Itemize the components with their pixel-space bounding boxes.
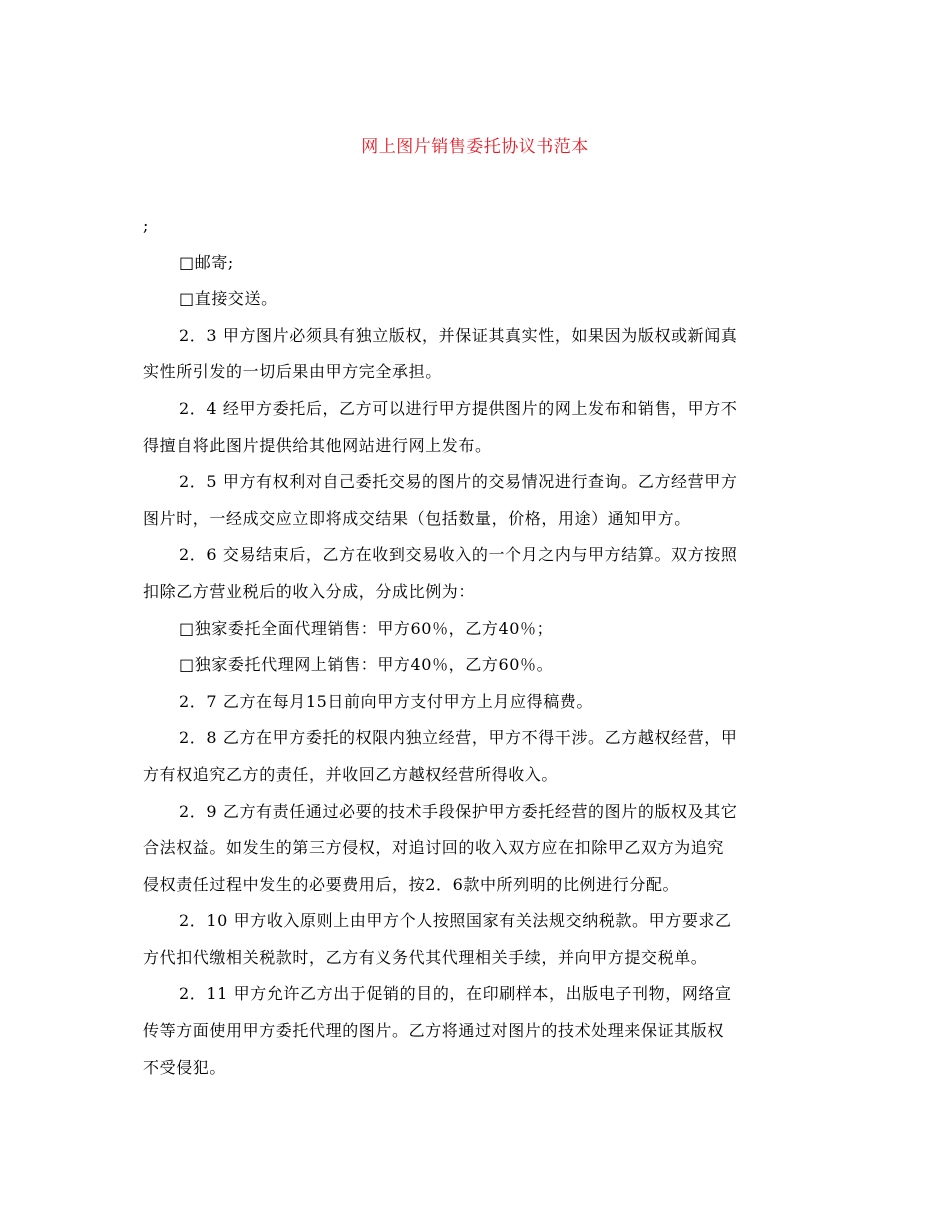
body-line: 方代扣代缴相关税款时，乙方有义务代其代理相关手续，并向甲方提交税单。	[143, 947, 708, 967]
body-line: 扣除乙方营业税后的收入分成，分成比例为：	[143, 581, 476, 601]
body-line: 2．5 甲方有权利对自己委托交易的图片的交易情况进行查询。乙方经营甲方	[179, 472, 738, 492]
body-line: 合法权益。如发生的第三方侵权，对追讨回的收入双方应在扣除甲乙双方为追究	[143, 838, 725, 858]
body-line: 2．7 乙方在每月15日前向甲方支付甲方上月应得稿费。	[179, 691, 594, 711]
body-line: 2．10 甲方收入原则上由甲方个人按照国家有关法规交纳税款。甲方要求乙	[179, 911, 732, 931]
body-line: 不受侵犯。	[143, 1057, 227, 1077]
body-line: 传等方面使用甲方委托代理的图片。乙方将通过对图片的技术处理来保证其版权	[143, 1021, 725, 1041]
body-line: □独家委托代理网上销售：甲方40％，乙方60％。	[179, 655, 554, 675]
body-line: 2．4 经甲方委托后，乙方可以进行甲方提供图片的网上发布和销售，甲方不	[179, 398, 738, 418]
body-line: 2．3 甲方图片必须具有独立版权，并保证其真实性，如果因为版权或新闻真	[179, 325, 738, 345]
document-body	[143, 208, 807, 1086]
body-line: 实性所引发的一切后果由甲方完全承担。	[143, 362, 442, 382]
body-line: ;	[143, 216, 149, 235]
body-line: 2．9 乙方有责任通过必要的技术手段保护甲方委托经营的图片的版权及其它	[179, 801, 738, 821]
body-line: 侵权责任过程中发生的必要费用后，按2．6款中所列明的比例进行分配。	[143, 874, 680, 894]
body-line: 2．8 乙方在甲方委托的权限内独立经营，甲方不得干涉。乙方越权经营，甲	[179, 728, 738, 748]
body-line: 2．6 交易结束后，乙方在收到交易收入的一个月之内与甲方结算。双方按照	[179, 545, 738, 565]
body-line: 方有权追究乙方的责任，并收回乙方越权经营所得收入。	[143, 764, 559, 784]
document-title: 网上图片销售委托协议书范本	[361, 137, 589, 157]
body-line: 2．11 甲方允许乙方出于促销的目的，在印刷样本，出版电子刊物，网络宣	[179, 984, 732, 1004]
body-line: □邮寄;	[179, 252, 234, 272]
body-line: □独家委托全面代理销售：甲方60％，乙方40％；	[179, 618, 554, 638]
body-line: 得擅自将此图片提供给其他网站进行网上发布。	[143, 435, 492, 455]
body-line: □直接交送。	[179, 289, 278, 309]
body-line: 图片时，一经成交应立即将成交结果（包括数量，价格，用途）通知甲方。	[143, 508, 691, 528]
